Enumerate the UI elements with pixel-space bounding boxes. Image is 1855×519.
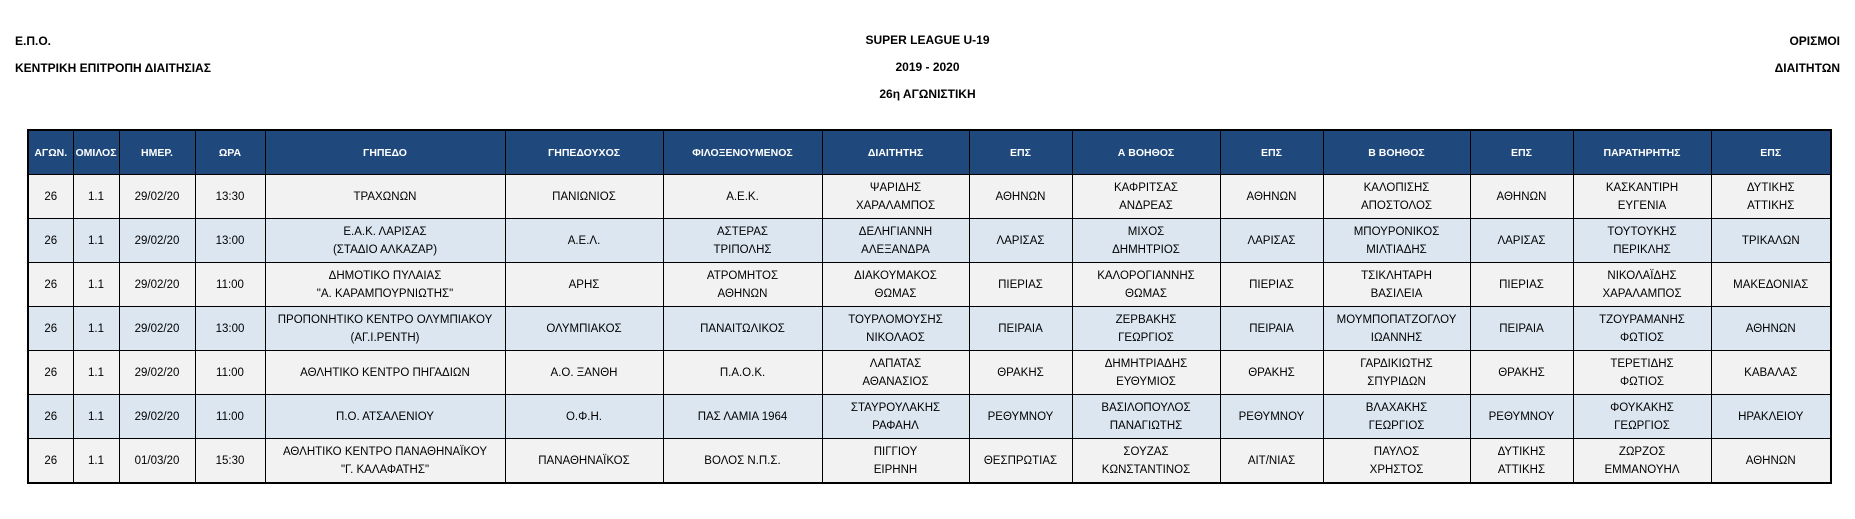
col-assistant-a-eps-cell xyxy=(1220,395,1323,439)
table-row xyxy=(28,175,1831,219)
col-referee-cell xyxy=(822,307,969,351)
col-referee-cell xyxy=(822,175,969,219)
col-group-cell xyxy=(73,439,119,484)
col-observer-eps-cell xyxy=(1711,219,1831,263)
col-assistant-b-header: Β ΒΟΗΘΟΣ xyxy=(1323,130,1470,175)
col-assistant-b-cell xyxy=(1323,175,1470,219)
cell-line: ΜΙΛΤΙΑΔΗΣ xyxy=(1366,243,1427,256)
cell-line: ΠΕΙΡΑΙΑ xyxy=(998,322,1043,335)
cell-line: 1.1 xyxy=(88,234,104,247)
cell-line: ΠΙΓΓΙΟΥ xyxy=(873,445,918,458)
cell-line: ΑΝΔΡΕΑΣ xyxy=(1119,199,1173,212)
cell-line: ΑΙΤ/ΝΙΑΣ xyxy=(1247,454,1296,467)
col-referee-cell xyxy=(822,395,969,439)
cell-line: ΛΑΠΑΤΑΣ xyxy=(869,357,922,370)
cell-line: ΡΕΘΥΜΝΟΥ xyxy=(1488,410,1555,423)
doc-type-line1: ΟΡΙΣΜΟΙ xyxy=(1789,34,1840,48)
col-home-team-cell xyxy=(505,219,663,263)
col-referee-eps-cell xyxy=(969,439,1072,484)
col-away-team-header: ΦΙΛΟΞΕΝΟΥΜΕΝΟΣ xyxy=(663,130,822,175)
cell-line: 29/02/20 xyxy=(134,366,180,379)
cell-line: (ΣΤΑΔΙΟ ΑΛΚΑΖΑΡ) xyxy=(332,243,438,256)
cell-line: Α.Ε.Λ. xyxy=(567,234,601,247)
col-match-header: ΑΓΩΝ. xyxy=(28,130,73,175)
col-referee-eps-cell xyxy=(969,351,1072,395)
col-date-header: ΗΜΕΡ. xyxy=(119,130,195,175)
col-referee-cell xyxy=(822,351,969,395)
cell-line: (ΑΓ.Ι.ΡΕΝΤΗ) xyxy=(350,331,420,344)
col-observer-eps-cell xyxy=(1711,351,1831,395)
cell-line: ΔΥΤΙΚΗΣ xyxy=(1746,181,1795,194)
cell-line: ΠΑΥΛΟΣ xyxy=(1373,445,1420,458)
cell-line: 11:00 xyxy=(216,278,244,291)
col-referee-eps-cell xyxy=(969,395,1072,439)
cell-line: ΕΜΜΑΝΟΥΗΛ xyxy=(1604,463,1680,476)
cell-line: 1.1 xyxy=(88,278,104,291)
org-full: ΚΕΝΤΡΙΚΗ ΕΠΙΤΡΟΠΗ ΔΙΑΙΤΗΣΙΑΣ xyxy=(15,61,211,75)
cell-line: ΗΡΑΚΛΕΙΟΥ xyxy=(1738,410,1804,423)
cell-line: Α.Ε.Κ. xyxy=(726,190,759,203)
cell-line: ΑΛΕΞΑΝΔΡΑ xyxy=(861,243,930,256)
cell-line: ΧΡΗΣΤΟΣ xyxy=(1369,463,1424,476)
cell-line: ΚΩΝΣΤΑΝΤΙΝΟΣ xyxy=(1101,463,1191,476)
col-assistant-a-eps-cell xyxy=(1220,263,1323,307)
col-time-cell xyxy=(195,175,265,219)
col-assistant-b-cell xyxy=(1323,263,1470,307)
col-away-team-cell xyxy=(663,263,822,307)
cell-line: 26 xyxy=(44,454,58,467)
col-stadium-header: ΓΗΠΕΔΟ xyxy=(265,130,505,175)
cell-line: ΓΑΡΔΙΚΙΩΤΗΣ xyxy=(1360,357,1433,370)
col-referee-eps-cell xyxy=(969,175,1072,219)
col-time-cell xyxy=(195,219,265,263)
cell-line: ΠΙΕΡΙΑΣ xyxy=(998,278,1043,291)
cell-line: 29/02/20 xyxy=(134,322,180,335)
cell-line: ΘΩΜΑΣ xyxy=(874,287,917,300)
cell-line: 1.1 xyxy=(88,190,104,203)
cell-line: ΔΙΑΚΟΥΜΑΚΟΣ xyxy=(854,269,937,282)
cell-line: ΠΡΟΠΟΝΗΤΙΚΟ ΚΕΝΤΡΟ ΟΛΥΜΠΙΑΚΟΥ xyxy=(277,313,493,326)
col-home-team-cell xyxy=(505,439,663,484)
col-assistant-b-cell xyxy=(1323,439,1470,484)
cell-line: 26 xyxy=(44,278,58,291)
col-assistant-b-eps-cell xyxy=(1470,351,1573,395)
col-away-team-cell xyxy=(663,351,822,395)
cell-line: ΡΕΘΥΜΝΟΥ xyxy=(1238,410,1305,423)
cell-line: 26 xyxy=(44,190,58,203)
col-home-team-cell xyxy=(505,175,663,219)
cell-line: ΤΡΑΧΩΝΩΝ xyxy=(353,190,417,203)
cell-line: ΠΑΣ ΛΑΜΙΑ 1964 xyxy=(697,410,788,423)
cell-line: ΔΗΜΗΤΡΙΟΣ xyxy=(1112,243,1180,256)
cell-line: ΜΑΚΕΔΟΝΙΑΣ xyxy=(1733,278,1809,291)
cell-line: 13:00 xyxy=(215,234,245,247)
col-assistant-a-cell xyxy=(1072,307,1220,351)
cell-line: ΔΗΜΟΤΙΚΟ ΠΥΛΑΙΑΣ xyxy=(328,269,442,282)
col-group-cell xyxy=(73,351,119,395)
col-date-cell xyxy=(119,263,195,307)
col-observer-cell xyxy=(1573,439,1711,484)
cell-line: ΑΘΑΝΑΣΙΟΣ xyxy=(862,375,929,388)
col-away-team-cell xyxy=(663,219,822,263)
col-referee-eps-cell xyxy=(969,263,1072,307)
cell-line: ΑΤΤΙΚΗΣ xyxy=(1497,463,1546,476)
cell-line: ΘΕΣΠΡΩΤΙΑΣ xyxy=(983,454,1058,467)
col-date-cell xyxy=(119,175,195,219)
col-assistant-a-cell xyxy=(1072,175,1220,219)
col-assistant-a-cell xyxy=(1072,263,1220,307)
season: 2019 - 2020 xyxy=(895,60,960,74)
cell-line: 13:30 xyxy=(215,190,245,203)
table-row xyxy=(28,439,1831,484)
col-away-team-cell xyxy=(663,439,822,484)
col-match-cell xyxy=(28,175,73,219)
col-observer-cell xyxy=(1573,351,1711,395)
cell-line: ΑΣΤΕΡΑΣ xyxy=(716,225,769,238)
cell-line: ΒΛΑΧΑΚΗΣ xyxy=(1365,401,1428,414)
col-home-team-header: ΓΗΠΕΔΟΥΧΟΣ xyxy=(505,130,663,175)
col-match-cell xyxy=(28,263,73,307)
cell-line: ΑΘΗΝΩΝ xyxy=(995,190,1046,203)
col-time-header: ΩΡΑ xyxy=(195,130,265,175)
cell-line: ΠΙΕΡΙΑΣ xyxy=(1499,278,1544,291)
cell-line: ΠΑΝΑΓΙΩΤΗΣ xyxy=(1109,419,1183,432)
col-date-cell xyxy=(119,307,195,351)
cell-line: ΘΡΑΚΗΣ xyxy=(997,366,1044,379)
cell-line: ΘΡΑΚΗΣ xyxy=(1248,366,1295,379)
cell-line: 29/02/20 xyxy=(134,190,180,203)
col-observer-eps-header: ΕΠΣ xyxy=(1711,130,1831,175)
col-date-cell xyxy=(119,351,195,395)
cell-line: 13:00 xyxy=(215,322,245,335)
col-observer-eps-cell xyxy=(1711,307,1831,351)
cell-line: ΑΤΡΟΜΗΤΟΣ xyxy=(706,269,779,282)
cell-line: ΤΖΟΥΡΑΜΑΝΗΣ xyxy=(1599,313,1685,326)
col-group-cell xyxy=(73,263,119,307)
col-away-team-cell xyxy=(663,175,822,219)
cell-line: ΛΑΡΙΣΑΣ xyxy=(1497,234,1546,247)
cell-line: ΝΙΚΟΛΑΟΣ xyxy=(866,331,925,344)
cell-line: ΖΕΡΒΑΚΗΣ xyxy=(1115,313,1177,326)
cell-line: ΘΩΜΑΣ xyxy=(1125,287,1167,300)
col-assistant-a-header: Α ΒΟΗΘΟΣ xyxy=(1072,130,1220,175)
col-time-cell xyxy=(195,395,265,439)
col-observer-eps-cell xyxy=(1711,439,1831,484)
col-date-cell xyxy=(119,439,195,484)
cell-line: ΑΘΗΝΩΝ xyxy=(1745,322,1796,335)
cell-line: ΑΘΗΝΩΝ xyxy=(717,287,768,300)
col-assistant-b-eps-cell xyxy=(1470,439,1573,484)
league-title: SUPER LEAGUE U-19 xyxy=(865,33,990,47)
col-assistant-b-cell xyxy=(1323,351,1470,395)
col-home-team-cell xyxy=(505,395,663,439)
cell-line: 15:30 xyxy=(215,454,245,467)
table-body xyxy=(28,175,1831,484)
table-row xyxy=(28,307,1831,351)
cell-line: ΠΙΕΡΙΑΣ xyxy=(1249,278,1294,291)
col-assistant-a-eps-cell xyxy=(1220,219,1323,263)
cell-line: Π.Ο. ΑΤΣΑΛΕΝΙΟΥ xyxy=(336,410,434,423)
cell-line: ΕΥΘΥΜΙΟΣ xyxy=(1116,375,1176,388)
cell-line: ΑΡΗΣ xyxy=(568,278,600,291)
cell-line: "Γ. ΚΑΛΑΦΑΤΗΣ" xyxy=(340,463,430,476)
col-group-header: ΟΜΙΛΟΣ xyxy=(73,130,119,175)
col-time-cell xyxy=(195,439,265,484)
cell-line: ΡΑΦΑΗΛ xyxy=(872,419,919,432)
cell-line: Ε.Α.Κ. ΛΑΡΙΣΑΣ xyxy=(343,225,427,238)
cell-line: 11:00 xyxy=(216,366,244,379)
cell-line: ΔΥΤΙΚΗΣ xyxy=(1497,445,1546,458)
col-observer-cell xyxy=(1573,219,1711,263)
col-stadium-cell xyxy=(265,263,505,307)
cell-line: ΓΕΩΡΓΙΟΣ xyxy=(1118,331,1174,344)
col-stadium-cell xyxy=(265,307,505,351)
col-stadium-cell xyxy=(265,219,505,263)
cell-line: ΒΟΛΟΣ Ν.Π.Σ. xyxy=(704,454,781,467)
col-observer-cell xyxy=(1573,395,1711,439)
cell-line: ΤΡΙΠΟΛΗΣ xyxy=(713,243,772,256)
col-date-cell xyxy=(119,395,195,439)
col-time-cell xyxy=(195,351,265,395)
cell-line: ΜΠΟΥΡΟΝΙΚΟΣ xyxy=(1353,225,1440,238)
col-time-cell xyxy=(195,263,265,307)
cell-line: ΠΕΙΡΑΙΑ xyxy=(1499,322,1544,335)
col-group-cell xyxy=(73,175,119,219)
col-stadium-cell xyxy=(265,351,505,395)
cell-line: ΑΘΛΗΤΙΚΟ ΚΕΝΤΡΟ ΠΑΝΑΘΗΝΑΪΚΟΥ xyxy=(282,445,487,458)
col-assistant-b-eps-cell xyxy=(1470,263,1573,307)
col-referee-eps-header: ΕΠΣ xyxy=(969,130,1072,175)
col-referee-cell xyxy=(822,219,969,263)
col-assistant-a-eps-header: ΕΠΣ xyxy=(1220,130,1323,175)
col-match-cell xyxy=(28,351,73,395)
col-observer-eps-cell xyxy=(1711,175,1831,219)
cell-line: ΠΑΝΙΩΝΙΟΣ xyxy=(552,190,616,203)
doc-type-line2: ΔΙΑΙΤΗΤΩΝ xyxy=(1774,61,1840,75)
cell-line: ΔΗΜΗΤΡΙΑΔΗΣ xyxy=(1104,357,1188,370)
cell-line: ΠΕΙΡΑΙΑ xyxy=(1249,322,1294,335)
table-row xyxy=(28,351,1831,395)
col-referee-cell xyxy=(822,439,969,484)
cell-line: "Α. ΚΑΡΑΜΠΟΥΡΝΙΩΤΗΣ" xyxy=(316,287,454,300)
cell-line: ΤΡΙΚΑΛΩΝ xyxy=(1741,234,1800,247)
cell-line: ΖΩΡΖΟΣ xyxy=(1618,445,1666,458)
cell-line: ΙΩΑΝΝΗΣ xyxy=(1370,331,1423,344)
col-assistant-a-cell xyxy=(1072,439,1220,484)
cell-line: ΑΘΛΗΤΙΚΟ ΚΕΝΤΡΟ ΠΗΓΑΔΙΩΝ xyxy=(300,366,470,379)
col-group-cell xyxy=(73,307,119,351)
col-assistant-b-cell xyxy=(1323,307,1470,351)
cell-line: Ο.Φ.Η. xyxy=(565,410,602,423)
cell-line: ΧΑΡΑΛΑΜΠΟΣ xyxy=(1602,287,1682,300)
col-group-cell xyxy=(73,219,119,263)
cell-line: Π.Α.Ο.Κ. xyxy=(719,366,766,379)
cell-line: ΧΑΡΑΛΑΜΠΟΣ xyxy=(855,199,936,212)
referee-assignments-table-wrap xyxy=(27,129,1830,484)
cell-line: ΠΑΝΑΙΤΩΛΙΚΟΣ xyxy=(700,322,785,335)
col-date-cell xyxy=(119,219,195,263)
cell-line: ΜΟΥΜΠΟΠΑΤΖΟΓΛΟΥ xyxy=(1336,313,1457,326)
matchday: 26η ΑΓΩΝΙΣΤΙΚΗ xyxy=(879,87,976,101)
cell-line: ΕΙΡΗΝΗ xyxy=(873,463,918,476)
cell-line: ΚΑΣΚΑΝΤΙΡΗ xyxy=(1605,181,1679,194)
col-assistant-b-eps-cell xyxy=(1470,175,1573,219)
col-stadium-cell xyxy=(265,439,505,484)
col-observer-eps-cell xyxy=(1711,395,1831,439)
col-assistant-b-eps-cell xyxy=(1470,219,1573,263)
cell-line: ΜΙΧΟΣ xyxy=(1127,225,1165,238)
col-assistant-b-eps-header: ΕΠΣ xyxy=(1470,130,1573,175)
cell-line: ΟΛΥΜΠΙΑΚΟΣ xyxy=(546,322,622,335)
cell-line: 29/02/20 xyxy=(134,410,180,423)
cell-line: 26 xyxy=(44,410,58,423)
col-time-cell xyxy=(195,307,265,351)
table-row xyxy=(28,263,1831,307)
cell-line: ΑΘΗΝΩΝ xyxy=(1246,190,1297,203)
col-assistant-a-eps-cell xyxy=(1220,175,1323,219)
cell-line: ΘΡΑΚΗΣ xyxy=(1498,366,1545,379)
cell-line: ΦΩΤΙΟΣ xyxy=(1619,375,1665,388)
col-observer-cell xyxy=(1573,307,1711,351)
org-short: Ε.Π.Ο. xyxy=(15,34,52,48)
col-observer-eps-cell xyxy=(1711,263,1831,307)
col-referee-cell xyxy=(822,263,969,307)
col-observer-header: ΠΑΡΑΤΗΡΗΤΗΣ xyxy=(1573,130,1711,175)
col-away-team-cell xyxy=(663,307,822,351)
col-assistant-a-cell xyxy=(1072,219,1220,263)
cell-line: ΒΑΣΙΛΟΠΟΥΛΟΣ xyxy=(1101,401,1191,414)
cell-line: ΠΑΝΑΘΗΝΑΪΚΟΣ xyxy=(538,454,630,467)
col-home-team-cell xyxy=(505,263,663,307)
table-row xyxy=(28,395,1831,439)
cell-line: 1.1 xyxy=(88,454,104,467)
col-assistant-a-eps-cell xyxy=(1220,439,1323,484)
col-observer-cell xyxy=(1573,263,1711,307)
col-match-cell xyxy=(28,219,73,263)
col-assistant-b-cell xyxy=(1323,219,1470,263)
cell-line: 26 xyxy=(44,234,58,247)
cell-line: ΦΟΥΚΑΚΗΣ xyxy=(1610,401,1674,414)
col-away-team-cell xyxy=(663,395,822,439)
referee-assignments-table xyxy=(27,129,1832,484)
col-stadium-cell xyxy=(265,395,505,439)
cell-line: ΑΤΤΙΚΗΣ xyxy=(1747,199,1795,212)
col-assistant-a-cell xyxy=(1072,351,1220,395)
cell-line: ΓΕΩΡΓΙΟΣ xyxy=(1368,419,1425,432)
cell-line: ΣΤΑΥΡΟΥΛΑΚΗΣ xyxy=(850,401,941,414)
cell-line: ΚΑΦΡΙΤΣΑΣ xyxy=(1114,181,1178,194)
cell-line: ΛΑΡΙΣΑΣ xyxy=(996,234,1045,247)
cell-line: ΑΘΗΝΩΝ xyxy=(1745,454,1796,467)
cell-line: ΛΑΡΙΣΑΣ xyxy=(1247,234,1296,247)
col-assistant-b-cell xyxy=(1323,395,1470,439)
table-row xyxy=(28,219,1831,263)
col-assistant-b-eps-cell xyxy=(1470,395,1573,439)
cell-line: ΦΩΤΙΟΣ xyxy=(1619,331,1665,344)
col-observer-cell xyxy=(1573,175,1711,219)
col-referee-eps-cell xyxy=(969,219,1072,263)
col-match-cell xyxy=(28,307,73,351)
cell-line: ΤΟΥΡΛΟΜΟΥΣΗΣ xyxy=(848,313,943,326)
cell-line: ΤΕΡΕΤΙΔΗΣ xyxy=(1610,357,1674,370)
cell-line: 1.1 xyxy=(88,322,104,335)
col-home-team-cell xyxy=(505,351,663,395)
cell-line: 29/02/20 xyxy=(134,278,180,291)
cell-line: ΠΕΡΙΚΛΗΣ xyxy=(1613,243,1671,256)
cell-line: ΕΥΓΕΝΙΑ xyxy=(1617,199,1667,212)
cell-line: ΔΕΛΗΓΙΑΝΝΗ xyxy=(858,225,933,238)
cell-line: ΚΑΒΑΛΑΣ xyxy=(1744,366,1798,379)
cell-line: ΡΕΘΥΜΝΟΥ xyxy=(987,410,1054,423)
col-stadium-cell xyxy=(265,175,505,219)
col-group-cell xyxy=(73,395,119,439)
col-home-team-cell xyxy=(505,307,663,351)
cell-line: ΚΑΛΟΠΙΣΗΣ xyxy=(1363,181,1430,194)
cell-line: ΓΕΩΡΓΙΟΣ xyxy=(1614,419,1670,432)
col-match-cell xyxy=(28,439,73,484)
table-header-row xyxy=(28,130,1831,175)
cell-line: ΤΣΙΚΛΗΤΑΡΗ xyxy=(1361,269,1432,282)
col-assistant-a-cell xyxy=(1072,395,1220,439)
cell-line: 26 xyxy=(44,322,58,335)
cell-line: 1.1 xyxy=(88,366,104,379)
cell-line: 01/03/20 xyxy=(134,454,180,467)
cell-line: ΣΟΥΖΑΣ xyxy=(1123,445,1169,458)
col-match-cell xyxy=(28,395,73,439)
cell-line: ΑΠΟΣΤΟΛΟΣ xyxy=(1360,199,1433,212)
cell-line: ΤΟΥΤΟΥΚΗΣ xyxy=(1607,225,1677,238)
cell-line: 11:00 xyxy=(216,410,244,423)
cell-line: ΨΑΡΙΔΗΣ xyxy=(869,181,922,194)
col-referee-eps-cell xyxy=(969,307,1072,351)
cell-line: 29/02/20 xyxy=(134,234,180,247)
col-referee-header: ΔΙΑΙΤΗΤΗΣ xyxy=(822,130,969,175)
cell-line: Α.Ο. ΞΑΝΘΗ xyxy=(550,366,618,379)
cell-line: ΣΠΥΡΙΔΩΝ xyxy=(1367,375,1426,388)
col-assistant-a-eps-cell xyxy=(1220,351,1323,395)
cell-line: 1.1 xyxy=(88,410,104,423)
cell-line: ΝΙΚΟΛΑΪΔΗΣ xyxy=(1607,269,1677,282)
cell-line: ΚΑΛΟΡΟΓΙΑΝΝΗΣ xyxy=(1097,269,1195,282)
cell-line: ΒΑΣΙΛΕΙΑ xyxy=(1370,287,1423,300)
cell-line: ΑΘΗΝΩΝ xyxy=(1496,190,1547,203)
cell-line: 26 xyxy=(44,366,58,379)
col-assistant-a-eps-cell xyxy=(1220,307,1323,351)
col-assistant-b-eps-cell xyxy=(1470,307,1573,351)
